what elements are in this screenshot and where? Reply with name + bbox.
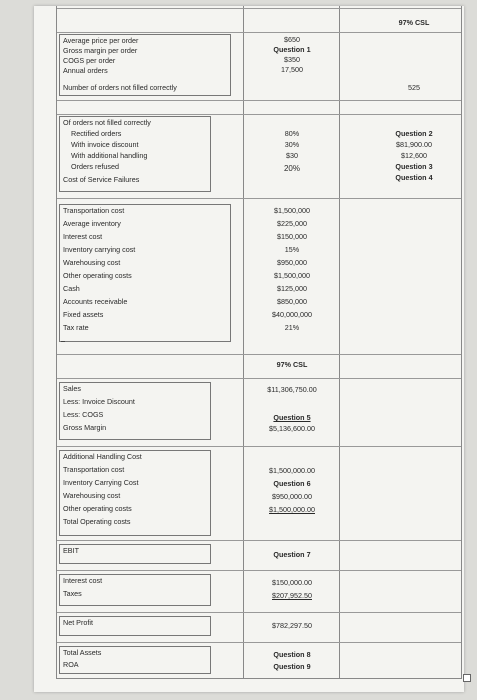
transportation-cost-2-value: $1,500,000.00 bbox=[269, 466, 315, 475]
orders-refused-value: 20% bbox=[283, 164, 300, 173]
interest-cost-value: $150,000 bbox=[277, 232, 307, 241]
cash-label: Cash bbox=[63, 284, 80, 293]
other-operating-label: Other operating costs bbox=[63, 271, 132, 280]
annual-orders-label: Annual orders bbox=[63, 66, 108, 75]
discount-cost-value: $12,600 bbox=[401, 151, 427, 160]
warehousing-cost-2-value: $950,000.00 bbox=[272, 492, 312, 501]
additional-handling-label: With additional handling bbox=[71, 151, 148, 160]
cogs-label: COGS per order bbox=[63, 56, 116, 65]
additional-handling-cost-label: Additional Handling Cost bbox=[63, 452, 142, 461]
rectified-orders-label: Rectified orders bbox=[71, 129, 122, 138]
csl-mid-header: 97% CSL bbox=[276, 360, 308, 369]
transportation-cost-value: $1,500,000 bbox=[274, 206, 310, 215]
csl-header: 97% CSL bbox=[398, 18, 430, 27]
row-line bbox=[57, 642, 461, 643]
tax-rate-label: Tax rate bbox=[63, 323, 89, 332]
interest-cost-label: Interest cost bbox=[63, 232, 103, 241]
question-4: Question 4 bbox=[395, 173, 433, 182]
fixed-assets-value: $40,000,000 bbox=[272, 310, 312, 319]
transportation-cost-2-label: Transportation cost bbox=[63, 465, 125, 474]
orders-not-filled-value: 525 bbox=[408, 83, 420, 92]
rectified-orders-value: 80% bbox=[284, 129, 300, 138]
additional-handling-value: $30 bbox=[286, 151, 298, 160]
invoice-discount-label: With invoice discount bbox=[71, 140, 139, 149]
row-line bbox=[57, 612, 461, 613]
interest-cost-2-label: Interest cost bbox=[63, 576, 103, 585]
other-operating-2-label: Other operating costs bbox=[63, 504, 132, 513]
warehousing-cost-value: $950,000 bbox=[277, 258, 307, 267]
orders-not-filled-heading: Of orders not filled correctly bbox=[63, 118, 151, 127]
row-line bbox=[57, 570, 461, 571]
inventory-carrying-cost-label: Inventory Carrying Cost bbox=[63, 478, 139, 487]
question-3: Question 3 bbox=[395, 162, 433, 171]
avg-price-value: $650 bbox=[284, 35, 300, 44]
rectified-cost-value: $81,900.00 bbox=[396, 140, 432, 149]
total-assets-label: Total Assets bbox=[63, 648, 102, 657]
row-line bbox=[57, 8, 461, 9]
row-line bbox=[57, 32, 461, 33]
cogs-less-label: Less: COGS bbox=[63, 410, 104, 419]
invoice-discount-less-label: Less: Invoice Discount bbox=[63, 397, 135, 406]
tax-rate-value: 21% bbox=[284, 323, 300, 332]
sales-value: $11,306,750.00 bbox=[267, 385, 317, 394]
other-operating-2-value: $1,500,000.00 bbox=[269, 505, 315, 514]
accounts-receivable-label: Accounts receivable bbox=[63, 297, 128, 306]
avg-price-label: Average price per order bbox=[63, 36, 139, 45]
cost-service-failures-label: Cost of Service Failures bbox=[63, 175, 140, 184]
fixed-assets-label: Fixed assets bbox=[63, 310, 104, 319]
question-5: Question 5 bbox=[273, 413, 311, 422]
ebit-label: EBIT bbox=[63, 546, 79, 555]
orders-refused-label: Orders refused bbox=[71, 162, 119, 171]
gross-margin-value: Question 1 bbox=[273, 45, 311, 54]
total-operating-label: Total Operating costs bbox=[63, 517, 131, 526]
orders-not-filled-label: Number of orders not filled correctly bbox=[63, 83, 177, 92]
row-line bbox=[57, 354, 461, 355]
average-inventory-value: $225,000 bbox=[277, 219, 307, 228]
accounts-receivable-value: $850,000 bbox=[277, 297, 307, 306]
column-line bbox=[243, 6, 244, 678]
dash-mark bbox=[61, 341, 65, 342]
net-profit-value: $782,297.50 bbox=[272, 621, 312, 630]
transportation-cost-label: Transportation cost bbox=[63, 206, 125, 215]
sales-label: Sales bbox=[63, 384, 81, 393]
question-7: Question 7 bbox=[273, 550, 311, 559]
warehousing-cost-label: Warehousing cost bbox=[63, 258, 121, 267]
row-line bbox=[57, 378, 461, 379]
average-inventory-label: Average inventory bbox=[63, 219, 121, 228]
warehousing-cost-2-label: Warehousing cost bbox=[63, 491, 121, 500]
gross-margin-total-label: Gross Margin bbox=[63, 423, 107, 432]
interest-cost-2-value: $150,000.00 bbox=[272, 578, 312, 587]
invoice-discount-value: 30% bbox=[284, 140, 300, 149]
inventory-carrying-label: Inventory carrying cost bbox=[63, 245, 136, 254]
annual-orders-value: 17,500 bbox=[281, 65, 303, 74]
spreadsheet-grid bbox=[56, 6, 462, 679]
resize-handle[interactable] bbox=[463, 674, 471, 682]
cash-value: $125,000 bbox=[277, 284, 307, 293]
roa-label: ROA bbox=[63, 660, 79, 669]
ebit-frame bbox=[59, 544, 211, 564]
question-2: Question 2 bbox=[395, 129, 433, 138]
row-line bbox=[57, 540, 461, 541]
row-line bbox=[57, 114, 461, 115]
question-9: Question 9 bbox=[273, 662, 311, 671]
row-line bbox=[57, 198, 461, 199]
cogs-value: $350 bbox=[284, 55, 300, 64]
inventory-carrying-value: 15% bbox=[284, 245, 300, 254]
row-line bbox=[57, 446, 461, 447]
column-line bbox=[339, 6, 340, 678]
taxes-label: Taxes bbox=[63, 589, 82, 598]
other-operating-value: $1,500,000 bbox=[274, 271, 310, 280]
gross-margin-label: Gross margin per order bbox=[63, 46, 138, 55]
spreadsheet-page bbox=[34, 6, 464, 692]
taxes-value: $207,952.50 bbox=[272, 591, 312, 600]
question-6: Question 6 bbox=[273, 479, 311, 488]
question-8: Question 8 bbox=[273, 650, 311, 659]
gross-margin-total-value: $5,136,600.00 bbox=[269, 424, 315, 433]
net-profit-label: Net Profit bbox=[63, 618, 93, 627]
row-line bbox=[57, 100, 461, 101]
